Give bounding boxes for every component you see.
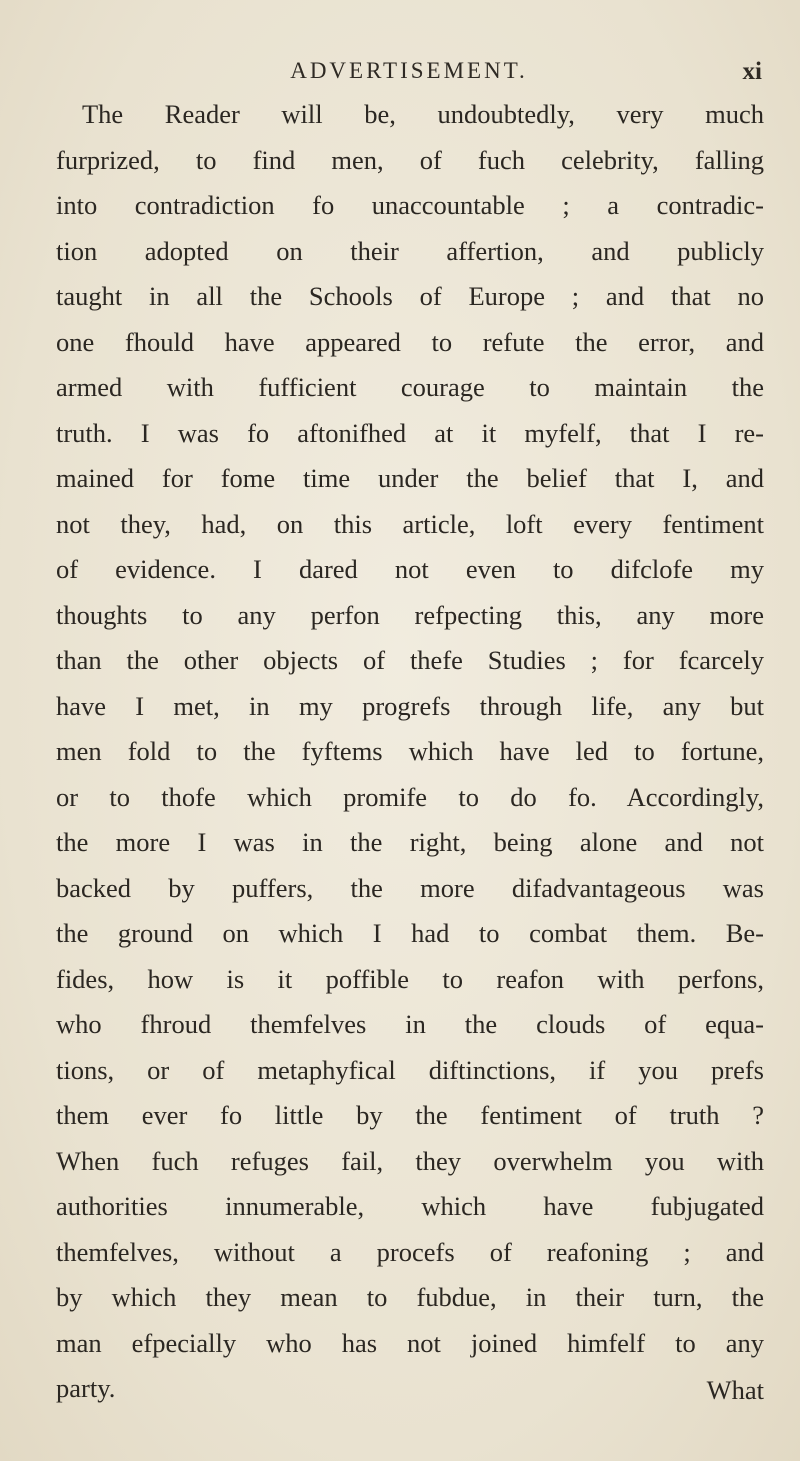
text-line: one fhould have appeared to refute the error, and <box>56 326 764 357</box>
text-line: tion adopted on their affertion, and publicly <box>56 235 764 266</box>
text-line: fides, how is it poffible to reafon with perfons, <box>56 963 764 994</box>
text-line: tions, or of metaphyfical diftinctions, if you prefs <box>56 1054 764 1085</box>
text-line: When fuch refuges fail, they overwhelm you with <box>56 1145 764 1176</box>
running-title: ADVERTISEMENT. <box>290 58 528 83</box>
text-line: armed with fufficient courage to maintain the <box>56 372 764 402</box>
text-line: them ever fo little by the fentiment of truth ? <box>56 1100 764 1130</box>
text-line: or to thofe which promife to do fo. Accordingly, <box>56 781 764 812</box>
text-line: The Reader will be, undoubtedly, very much <box>82 99 764 129</box>
catchword: What <box>706 1375 764 1405</box>
text-line: thoughts to any perfon refpecting this, any more <box>56 599 764 630</box>
text-line: than the other objects of thefe Studies ; for fcarcely <box>56 645 764 675</box>
text-line: who fhroud themfelves in the clouds of equa- <box>56 1009 764 1039</box>
text-line: backed by puffers, the more difadvantageous was <box>56 872 764 903</box>
text-line: furprized, to find men, of fuch celebrity, falling <box>56 144 764 175</box>
text-line: into contradiction fo unaccountable ; a contradic- <box>56 190 764 220</box>
text-line: the ground on which I had to combat them. Be- <box>56 918 764 948</box>
page-number: xi <box>742 58 762 85</box>
text-line: by which they mean to fubdue, in their turn, the <box>56 1282 764 1312</box>
text-line: men fold to the fyftems which have led to fortune, <box>56 736 764 766</box>
text-line: party. <box>56 1373 116 1403</box>
text-line: the more I was in the right, being alone and not <box>56 827 764 857</box>
text-line: mained for fome time under the belief that I, and <box>56 463 764 493</box>
text-line: have I met, in my progrefs through life, any but <box>56 690 764 721</box>
text-line: of evidence. I dared not even to difclofe my <box>56 554 764 584</box>
body-text <box>56 92 764 1412</box>
text-line: man efpecially who has not joined himfelf to any <box>56 1327 764 1358</box>
text-line: truth. I was fo aftonifhed at it myfelf, that I re- <box>56 417 764 448</box>
text-line: not they, had, on this article, loft every fentiment <box>56 508 764 539</box>
text-line: taught in all the Schools of Europe ; and that no <box>56 281 764 311</box>
text-line: themfelves, without a procefs of reafoning ; and <box>56 1236 764 1267</box>
text-line: authorities innumerable, which have fubjugated <box>56 1191 764 1221</box>
